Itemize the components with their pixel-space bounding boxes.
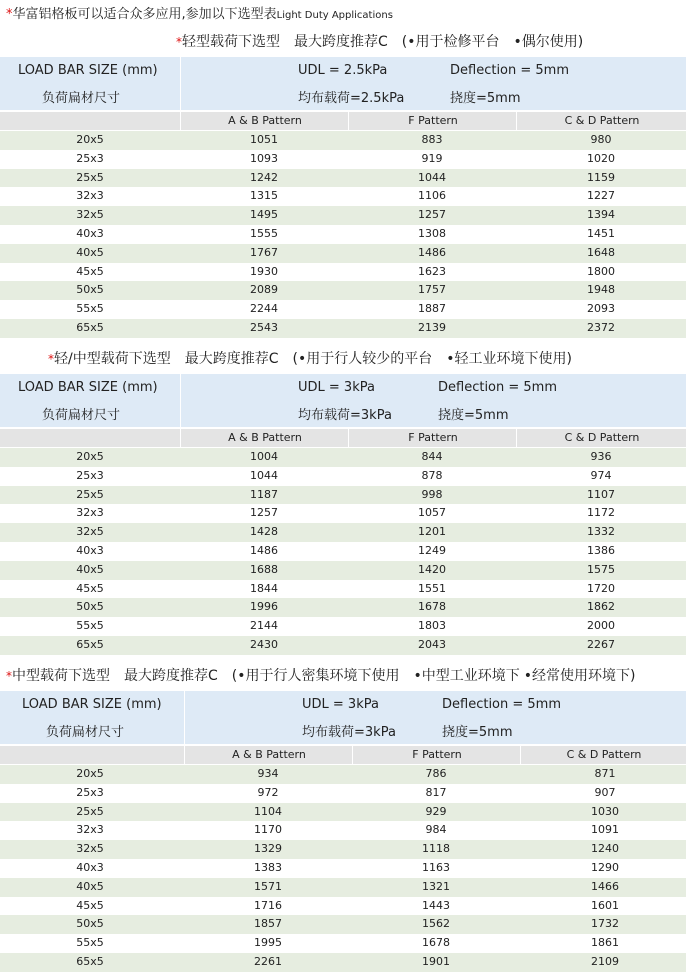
table-row <box>0 953 686 972</box>
cd-pattern-span-cell: 1601 <box>591 898 619 912</box>
load-bar-size-cell: 55x5 <box>76 619 104 633</box>
udl-value-cn: 均布载荷=3kPa <box>302 725 396 740</box>
ab-pattern-span-cell: 1004 <box>250 450 278 463</box>
table-row <box>0 784 686 803</box>
table-row <box>0 486 686 505</box>
f-pattern-span-cell: 817 <box>425 785 447 799</box>
load-bar-size-cell: 20x5 <box>76 450 104 463</box>
load-bar-size-label: LOAD BAR SIZE (mm) <box>18 380 158 395</box>
ab-pattern-span-cell: 1930 <box>250 264 278 278</box>
load-bar-size-cell: 50x5 <box>76 283 104 297</box>
f-pattern-span-cell: 1118 <box>422 842 450 856</box>
load-bar-size-label: LOAD BAR SIZE (mm) <box>18 63 158 78</box>
load-bar-size-cell: 40x5 <box>76 245 104 259</box>
column-header-row <box>0 746 686 764</box>
table-row <box>0 542 686 561</box>
column-header: A & B Pattern <box>184 746 353 764</box>
usage-note: (•用于行人密集环境下使用 <box>231 668 400 684</box>
cd-pattern-span-cell: 1386 <box>587 544 615 557</box>
f-pattern-span-cell: 919 <box>421 151 443 165</box>
f-pattern-span-cell: 2043 <box>418 638 446 651</box>
load-bar-size-cell: 40x5 <box>76 879 104 893</box>
ab-pattern-span-cell: 1767 <box>250 245 278 259</box>
table-row <box>0 263 686 282</box>
f-pattern-span-cell: 1678 <box>418 600 446 614</box>
ab-pattern-span-cell: 1187 <box>250 487 278 501</box>
cd-pattern-span-cell: 871 <box>594 767 616 780</box>
cd-pattern-span-cell: 1720 <box>587 581 615 595</box>
deflection-value: Deflection = 5mm <box>438 380 557 395</box>
f-pattern-span-cell: 1551 <box>418 581 446 595</box>
cd-pattern-span-cell: 1290 <box>591 861 619 874</box>
f-pattern-span-cell: 1562 <box>422 917 450 931</box>
cd-pattern-span-cell: 1020 <box>587 151 615 165</box>
table-row <box>0 504 686 523</box>
f-pattern-span-cell: 1678 <box>422 936 450 950</box>
load-bar-size-cell: 20x5 <box>76 133 104 146</box>
cd-pattern-span-cell: 2372 <box>587 321 615 334</box>
ab-pattern-span-cell: 1995 <box>254 936 282 950</box>
ab-pattern-span-cell: 1428 <box>250 525 278 539</box>
cd-pattern-span-cell: 2000 <box>587 619 615 633</box>
table-row <box>0 467 686 486</box>
table-row <box>0 598 686 617</box>
cd-pattern-span-cell: 1466 <box>591 879 619 893</box>
f-pattern-span-cell: 883 <box>421 133 443 146</box>
usage-note: (•用于检修平台 <box>401 34 500 50</box>
ab-pattern-span-cell: 1996 <box>250 600 278 614</box>
cd-pattern-span-cell: 1732 <box>591 917 619 931</box>
load-bar-size-cell: 45x5 <box>76 581 104 595</box>
cd-pattern-span-cell: 936 <box>590 450 612 463</box>
f-pattern-span-cell: 998 <box>421 487 443 501</box>
ab-pattern-span-cell: 2543 <box>250 321 278 334</box>
f-pattern-span-cell: 1321 <box>422 879 450 893</box>
f-pattern-span-cell: 1757 <box>418 283 446 297</box>
load-bar-size-label-cn: 负荷扁材尺寸 <box>42 91 121 106</box>
udl-value: UDL = 3kPa <box>298 380 375 395</box>
load-bar-size-cell: 65x5 <box>76 955 104 968</box>
max-span-label: 最大跨度推荐C <box>294 34 388 50</box>
load-bar-size-cell: 32x5 <box>76 208 104 222</box>
column-header: C & D Pattern <box>520 746 687 764</box>
f-pattern-span-cell: 929 <box>425 804 447 818</box>
load-bar-size-cell: 40x3 <box>76 227 104 240</box>
section-title <box>6 664 636 688</box>
cd-pattern-span-cell: 1948 <box>587 283 615 297</box>
ab-pattern-span-cell: 1044 <box>250 468 278 482</box>
cd-pattern-span-cell: 1030 <box>591 804 619 818</box>
load-bar-size-cell: 32x5 <box>76 525 104 539</box>
selection-table-light-medium <box>0 347 692 657</box>
f-pattern-span-cell: 1486 <box>418 245 446 259</box>
column-header <box>0 429 180 447</box>
table-row <box>0 878 686 897</box>
table-row <box>0 915 686 934</box>
cd-pattern-span-cell: 2109 <box>591 955 619 968</box>
cd-pattern-span-cell: 1107 <box>587 487 615 501</box>
column-header: F Pattern <box>352 746 521 764</box>
table-row <box>0 821 686 840</box>
table-row <box>0 617 686 636</box>
f-pattern-span-cell: 1443 <box>422 898 450 912</box>
table-row <box>0 580 686 599</box>
ab-pattern-span-cell: 1104 <box>254 804 282 818</box>
ab-pattern-span-cell: 1716 <box>254 898 282 912</box>
asterisk-marker: * <box>176 35 182 49</box>
f-pattern-span-cell: 1623 <box>418 264 446 278</box>
f-pattern-span-cell: 1249 <box>418 544 446 557</box>
f-pattern-span-cell: 878 <box>421 468 443 482</box>
table-row <box>0 448 686 467</box>
spec-header <box>0 57 686 110</box>
load-bar-size-cell: 25x3 <box>76 151 104 165</box>
cd-pattern-span-cell: 1159 <box>587 170 615 184</box>
load-bar-size-cell: 25x3 <box>76 785 104 799</box>
cd-pattern-span-cell: 2267 <box>587 638 615 651</box>
load-bar-size-cell: 40x3 <box>76 544 104 557</box>
column-header-row <box>0 429 686 447</box>
cd-pattern-span-cell: 1800 <box>587 264 615 278</box>
ab-pattern-span-cell: 2430 <box>250 638 278 651</box>
udl-value-cn: 均布载荷=3kPa <box>298 408 392 423</box>
column-header: F Pattern <box>348 112 517 130</box>
table-row <box>0 319 686 338</box>
column-header <box>0 746 180 764</box>
ab-pattern-span-cell: 1315 <box>250 189 278 203</box>
f-pattern-span-cell: 1308 <box>418 227 446 240</box>
load-bar-size-cell: 32x3 <box>76 506 104 520</box>
table-row <box>0 897 686 916</box>
load-bar-size-cell: 65x5 <box>76 321 104 334</box>
f-pattern-span-cell: 2139 <box>418 321 446 334</box>
selection-table-light <box>0 30 692 340</box>
spec-header <box>0 374 686 427</box>
column-header: A & B Pattern <box>180 429 349 447</box>
ab-pattern-span-cell: 2144 <box>250 619 278 633</box>
table-row <box>0 300 686 319</box>
section-title <box>176 30 583 54</box>
deflection-value-cn: 挠度=5mm <box>438 408 509 423</box>
load-bar-size-cell: 40x5 <box>76 562 104 576</box>
column-header: C & D Pattern <box>516 429 687 447</box>
table-row <box>0 840 686 859</box>
f-pattern-span-cell: 1057 <box>418 506 446 520</box>
f-pattern-span-cell: 1106 <box>418 189 446 203</box>
ab-pattern-span-cell: 1383 <box>254 861 282 874</box>
ab-pattern-span-cell: 2089 <box>250 283 278 297</box>
ab-pattern-span-cell: 1242 <box>250 170 278 184</box>
deflection-value-cn: 挠度=5mm <box>450 91 521 106</box>
load-bar-size-cell: 65x5 <box>76 638 104 651</box>
ab-pattern-span-cell: 1844 <box>250 581 278 595</box>
deflection-value-cn: 挠度=5mm <box>442 725 513 740</box>
column-header-row <box>0 112 686 130</box>
ab-pattern-span-cell: 1495 <box>250 208 278 222</box>
cd-pattern-span-cell: 1648 <box>587 245 615 259</box>
table-row <box>0 934 686 953</box>
load-class-label: 轻/中型载荷下选型 <box>54 351 171 367</box>
page-title <box>6 3 393 22</box>
usage-note: •经常使用环境下) <box>523 668 636 684</box>
table-row <box>0 187 686 206</box>
ab-pattern-span-cell: 1257 <box>250 506 278 520</box>
usage-note: •中型工业环境下 <box>413 668 520 684</box>
load-bar-size-cell: 32x3 <box>76 189 104 203</box>
load-bar-size-cell: 25x5 <box>76 804 104 818</box>
f-pattern-span-cell: 1420 <box>418 562 446 576</box>
ab-pattern-span-cell: 1486 <box>250 544 278 557</box>
spec-header <box>0 691 686 744</box>
ab-pattern-span-cell: 1555 <box>250 227 278 240</box>
column-header: F Pattern <box>348 429 517 447</box>
column-header: A & B Pattern <box>180 112 349 130</box>
cd-pattern-span-cell: 1451 <box>587 227 615 240</box>
f-pattern-span-cell: 1887 <box>418 302 446 316</box>
table-row <box>0 803 686 822</box>
load-bar-size-cell: 40x3 <box>76 861 104 874</box>
load-bar-size-cell: 55x5 <box>76 302 104 316</box>
udl-value-cn: 均布载荷=2.5kPa <box>298 91 405 106</box>
table-row <box>0 131 686 150</box>
f-pattern-span-cell: 1163 <box>422 861 450 874</box>
udl-value: UDL = 2.5kPa <box>298 63 388 78</box>
load-bar-size-cell: 25x5 <box>76 170 104 184</box>
ab-pattern-span-cell: 1688 <box>250 562 278 576</box>
table-row <box>0 225 686 244</box>
cd-pattern-span-cell: 974 <box>590 468 612 482</box>
table-row <box>0 859 686 878</box>
ab-pattern-span-cell: 1170 <box>254 823 282 837</box>
column-header <box>0 112 180 130</box>
f-pattern-span-cell: 1201 <box>418 525 446 539</box>
ab-pattern-span-cell: 1093 <box>250 151 278 165</box>
usage-note: (•用于行人较少的平台 <box>292 351 433 367</box>
ab-pattern-span-cell: 1329 <box>254 842 282 856</box>
usage-note: •偶尔使用) <box>513 34 584 50</box>
table-row <box>0 636 686 655</box>
ab-pattern-span-cell: 934 <box>257 767 279 780</box>
cd-pattern-span-cell: 1332 <box>587 525 615 539</box>
load-bar-size-cell: 25x3 <box>76 468 104 482</box>
cd-pattern-span-cell: 1227 <box>587 189 615 203</box>
cd-pattern-span-cell: 2093 <box>587 302 615 316</box>
f-pattern-span-cell: 1044 <box>418 170 446 184</box>
f-pattern-span-cell: 1803 <box>418 619 446 633</box>
cd-pattern-span-cell: 1861 <box>591 936 619 950</box>
f-pattern-span-cell: 984 <box>425 823 447 837</box>
table-row <box>0 281 686 300</box>
max-span-label: 最大跨度推荐C <box>184 351 279 367</box>
table-row <box>0 765 686 784</box>
f-pattern-span-cell: 844 <box>421 450 443 463</box>
ab-pattern-span-cell: 1051 <box>250 133 278 146</box>
section-title <box>48 347 572 371</box>
ab-pattern-span-cell: 2244 <box>250 302 278 316</box>
deflection-value: Deflection = 5mm <box>442 697 561 712</box>
cd-pattern-span-cell: 1172 <box>587 506 615 520</box>
cd-pattern-span-cell: 1091 <box>591 823 619 837</box>
asterisk-marker: * <box>6 669 12 683</box>
cd-pattern-span-cell: 1394 <box>587 208 615 222</box>
column-header: C & D Pattern <box>516 112 687 130</box>
ab-pattern-span-cell: 1857 <box>254 917 282 931</box>
ab-pattern-span-cell: 972 <box>257 785 279 799</box>
load-bar-size-cell: 20x5 <box>76 767 104 780</box>
table-row <box>0 150 686 169</box>
deflection-value: Deflection = 5mm <box>450 63 569 78</box>
f-pattern-span-cell: 786 <box>425 767 447 780</box>
ab-pattern-span-cell: 2261 <box>254 955 282 968</box>
table-row <box>0 523 686 542</box>
load-bar-size-cell: 50x5 <box>76 917 104 931</box>
asterisk-marker: * <box>48 352 54 366</box>
cd-pattern-span-cell: 1862 <box>587 600 615 614</box>
load-bar-size-cell: 45x5 <box>76 898 104 912</box>
load-bar-size-cell: 50x5 <box>76 600 104 614</box>
cd-pattern-span-cell: 907 <box>594 785 616 799</box>
table-row <box>0 169 686 188</box>
f-pattern-span-cell: 1257 <box>418 208 446 222</box>
max-span-label: 最大跨度推荐C <box>124 668 218 684</box>
load-bar-size-label: LOAD BAR SIZE (mm) <box>22 697 162 712</box>
table-row <box>0 206 686 225</box>
selection-table-medium <box>0 664 692 972</box>
cd-pattern-span-cell: 980 <box>590 133 612 146</box>
load-bar-size-cell: 25x5 <box>76 487 104 501</box>
table-row <box>0 244 686 263</box>
load-bar-size-cell: 32x5 <box>76 842 104 856</box>
cd-pattern-span-cell: 1240 <box>591 842 619 856</box>
asterisk-marker: * <box>6 7 13 22</box>
load-bar-size-label-cn: 负荷扁材尺寸 <box>46 725 125 740</box>
load-bar-size-cell: 32x3 <box>76 823 104 837</box>
table-row <box>0 561 686 580</box>
load-class-label: 中型载荷下选型 <box>12 668 110 684</box>
load-bar-size-cell: 55x5 <box>76 936 104 950</box>
load-class-label: 轻型载荷下选型 <box>182 34 280 50</box>
ab-pattern-span-cell: 1571 <box>254 879 282 893</box>
page-title-english: Light Duty Applications <box>276 10 393 21</box>
load-bar-size-label-cn: 负荷扁材尺寸 <box>42 408 121 423</box>
usage-note: •轻工业环境下使用) <box>446 351 572 367</box>
udl-value: UDL = 3kPa <box>302 697 379 712</box>
cd-pattern-span-cell: 1575 <box>587 562 615 576</box>
page-title-text: 华富铝格板可以适合众多应用,参加以下选型表 <box>12 7 277 22</box>
f-pattern-span-cell: 1901 <box>422 955 450 968</box>
load-bar-size-cell: 45x5 <box>76 264 104 278</box>
